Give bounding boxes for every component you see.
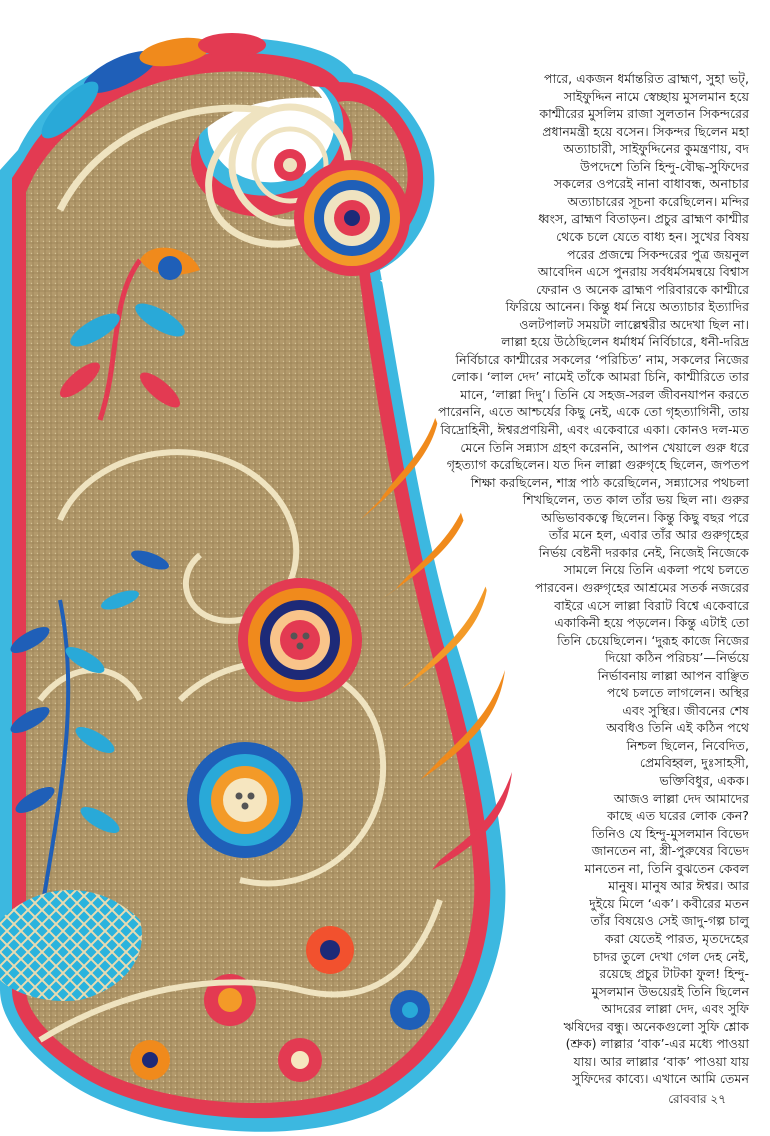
article-line: (শ্রুক) লাল্লার ‘বাক’-এর মধ্যে পাওয়া <box>565 1036 749 1052</box>
article-line: অবধিও তিনি এই কঠিন পথে <box>606 720 749 736</box>
article-line: মেনে তিনি সন্ন্যাস গ্রহণ করেননি, আপন খেয়ালে গুরু ধরে <box>460 439 749 455</box>
article-line: পরের প্রজন্মে সিকন্দরের পুত্র জয়নুল <box>567 246 749 262</box>
article-line: প্রধানমন্ত্রী হয়ে বসেন। সিকন্দর ছিলেন মহা <box>542 123 749 139</box>
article-line: অত্যাচারী, সাইফুদ্দিনের কুমন্ত্রণায়, বদ <box>563 141 749 157</box>
article-line: শিক্ষা করছিলেন, শাস্ত্র পাঠ করেছিলেন, সন্ন্যাসের পথচলা <box>470 474 749 490</box>
article-line: উপদেশে তিনি হিন্দু-বৌদ্ধ-সুফিদের <box>580 158 749 174</box>
article-line: করা যেতেই পারত, মৃতদেহের <box>604 930 749 946</box>
article-line: অভিভাবকত্বে ছিলেন। কিন্তু কিছু বছর পরে <box>541 509 749 525</box>
article-line: থেকে চলে যেতে বাধ্য হন। সুখের বিষয় <box>556 228 749 244</box>
article-line: বিদ্রোহিনী, ঈশ্বরপ্রণয়িনী, এবং একেবারে একা। কোনও দল-মত <box>440 422 749 437</box>
article-line: ঋষিদের বন্ধু। অনেকগুলো সুফি শ্লোক <box>563 1018 749 1034</box>
article-line: সুফিদের কাব্যে। এখানে আমি তেমন <box>572 1071 749 1087</box>
article-line: তিনিও যে হিন্দু-মুসলমান বিভেদ <box>591 825 749 841</box>
article-line: সাইফুদ্দিন নামে স্বেচ্ছায় মুসলমান হয়ে <box>563 88 749 104</box>
article-line: তাঁর মনে হল, এবার তাঁর আর গুরুগৃহের <box>548 527 749 543</box>
article-line: তাঁর বিষয়েও সেই জাদু-গল্প চালু <box>590 913 749 929</box>
article-line: ফেরান ও অনেক ব্রাহ্মণ পরিবারকে কাশ্মীরে <box>536 281 749 297</box>
article-line: আদরের লাল্লা দেদ, এবং সুফি <box>601 1001 749 1017</box>
article-line: পথে চলতে লাগলেন। অস্থির <box>607 685 749 701</box>
article-line: প্রেমবিহ্বল, দুঃসাহসী, <box>639 755 749 771</box>
article-line: সকলের ওপরেই নানা বাধাবন্ধ, অনাচার <box>553 176 749 192</box>
page-footer: রোববার ২৭ <box>668 1092 726 1106</box>
article-line: মানুষ। মানুষ আর ঈশ্বর। আর <box>608 878 749 894</box>
article-line: সামলে নিয়ে তিনি একলা পথে চলতে <box>563 562 749 578</box>
article-line: আজও লাল্লা দেদ আমাদের <box>613 790 749 806</box>
lower-flower <box>187 742 303 858</box>
article-line: ওলটপালট সময়টা লাল্লেশ্বরীর অদেখা ছিল না। <box>519 316 749 332</box>
article-line: নির্ভাবনায় লাল্লা আপন বাঞ্ছিত <box>597 667 749 683</box>
article-line: নির্বিচারে কাশ্মীরের সকলের ‘পরিচিত’ নাম, সকলের নিজের <box>455 351 749 367</box>
article-line: কাশ্মীরের মুসলিম রাজা সুলতান সিকন্দরের <box>539 106 749 122</box>
article-line: একাকিনী হয়ে পড়লেন। কিন্তু এটাই তো <box>554 615 749 631</box>
article-line: এবং সুস্থির। জীবনের শেষ <box>622 702 749 718</box>
article-line: চাদর তুলে দেখা গেল দেহ নেই, <box>593 948 749 964</box>
article-line: পারেননি, এতে আশ্চর্যের কিছু নেই, একে তো গৃহত্যাগিনী, তায় <box>438 404 749 420</box>
article-line: কাছে এত ঘরের লোক কেন? <box>607 808 749 824</box>
article-line: শিখছিলেন, তত কাল তাঁর ভয় ছিল না। গুরুর <box>522 492 749 508</box>
article-text <box>300 70 760 1087</box>
article-line: পারে, একজন ধর্মান্তরিত ব্রাহ্মণ, সুহা ভট্‌, <box>543 71 749 86</box>
article-line: লোক। ‘লাল দেদ’ নামেই তাঁকে আমরা চিনি, কাশ্মীরিতে তার <box>451 369 749 385</box>
article-line: লাল্লা হয়ে উঠেছিলেন ধর্মাধর্ম নির্বিচারে, ধনী-দরিদ্র <box>501 334 749 350</box>
article-line: রয়েছে প্রচুর টাটকা ফুল! হিন্দু- <box>599 966 749 982</box>
article-line: নিশ্চল ছিলেন, নিবেদিত, <box>626 737 749 753</box>
article-line: মানে, ‘লাল্লা দিদু’। তিনি যে সহজ-সরল জীবনযাপন করতে <box>460 386 749 402</box>
article-line: বাইরে এসে লাল্লা বিরাট বিশ্বে একেবারে <box>554 597 749 613</box>
article-line: আবেদিন এসে পুনরায় সর্বধর্মসমন্বয়ে বিশ্বাস <box>537 264 749 280</box>
article-line: তিনি চেয়েছিলেন। ‘দুরূহ কাজে নিজের <box>557 632 749 648</box>
article-line: মানতেন না, তিনি বুঝতেন কেবল <box>584 860 749 876</box>
article-line: যায়। আর লাল্লার ‘বাক’ পাওয়া যায় <box>573 1053 749 1069</box>
article-line: মুসলমান উভয়েরই তিনি ছিলেন <box>591 983 749 999</box>
article-line: দুইয়ে মিলে ‘এক’। কবীরের মতন <box>589 895 749 911</box>
article-line: দিয়ো কঠিন পরিচয়’—নির্ভয়ে <box>605 650 749 666</box>
article-line: জানতেন না, স্ত্রী-পুরুষের বিভেদ <box>591 843 749 859</box>
article-line: গৃহত্যাগ করেছিলেন। যত দিন লাল্লা গুরুগৃহে ছিলেন, জপতপ <box>446 457 749 473</box>
article-line: অত্যাচারের সূচনা করেছিলেন। মন্দির <box>567 193 749 209</box>
article-line: ধ্বংস, ব্রাহ্মণ বিতাড়ন। প্রচুর ব্রাহ্মণ কাশ্মীর <box>538 211 749 227</box>
article-line: ভক্তিবিধুর, একক। <box>659 773 749 788</box>
article-line: ফিরিয়ে আনেন। কিন্তু ধর্ম নিয়ে অত্যাচার ইত্যাদির <box>505 299 749 315</box>
article-line: নির্ভয় বেষ্টনী দরকার নেই, নিজেই নিজেকে <box>538 544 749 560</box>
article-line: পারবেন। গুরুগৃহের আশ্রমের সতর্ক নজরের <box>534 579 749 595</box>
